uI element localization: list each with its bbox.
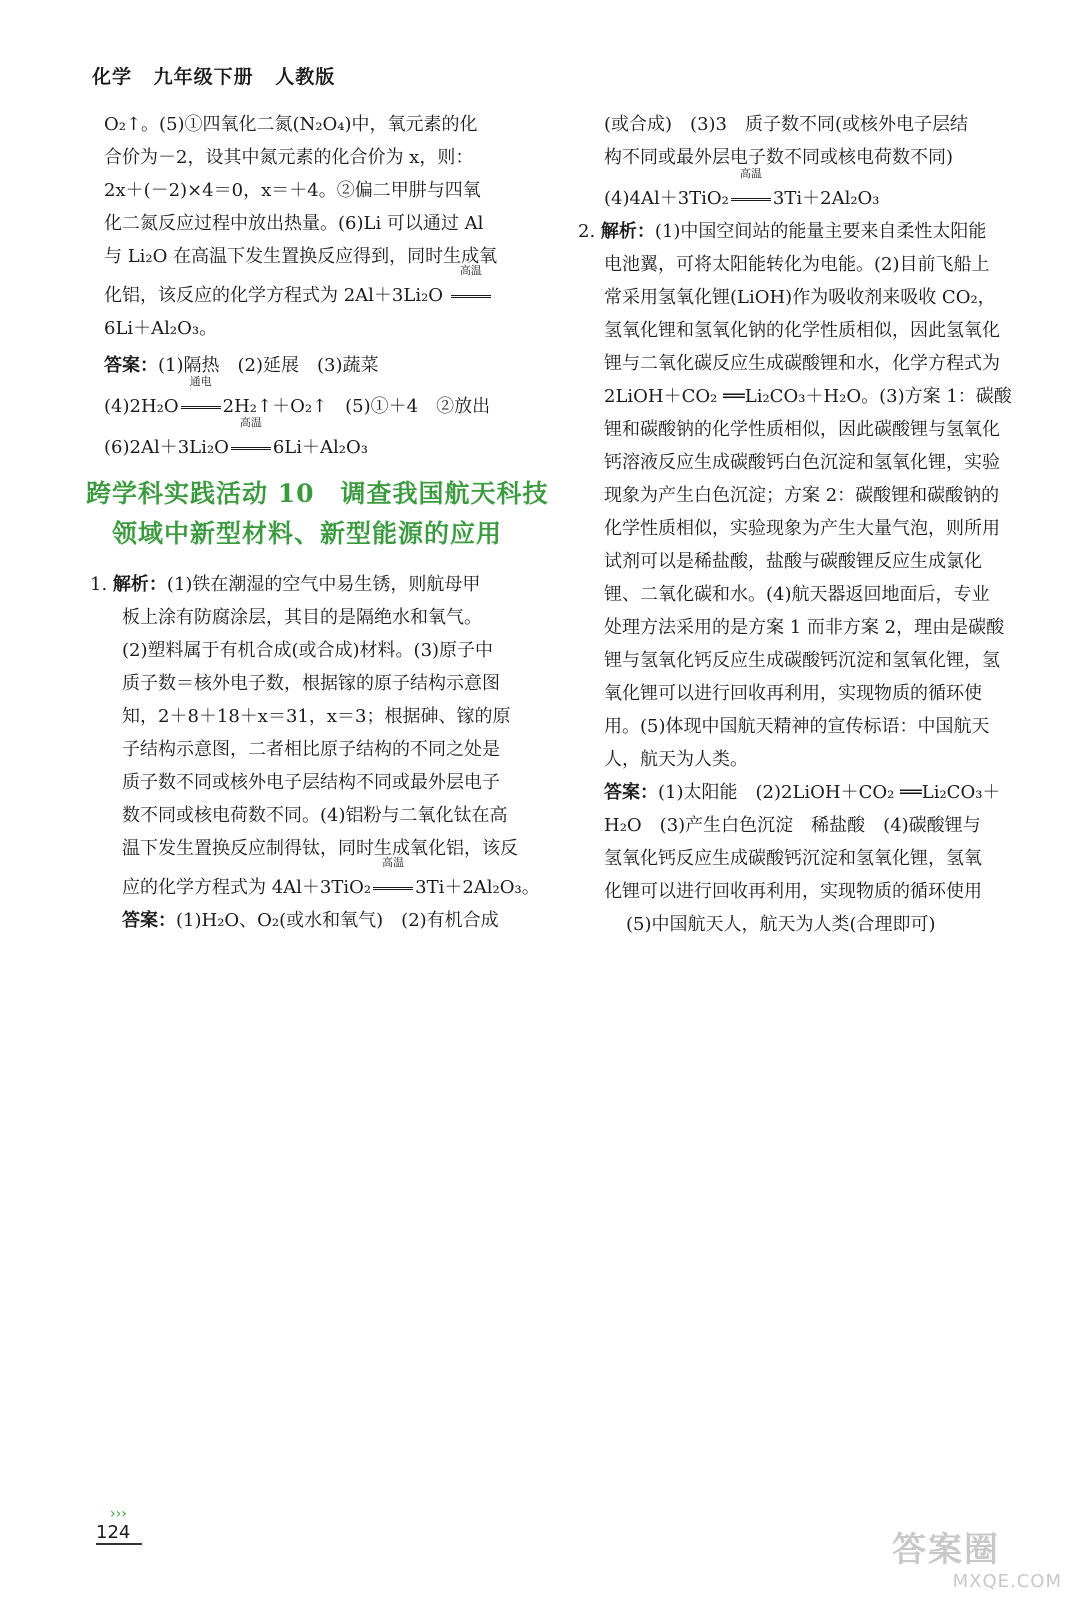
analysis-label: 解析： (600, 221, 655, 242)
section-title (86, 474, 552, 554)
condition-label: 高温 (459, 264, 482, 277)
text-line (604, 167, 1052, 215)
answer-text: (1)隔热 (2)延展 (3)蔬菜 (158, 355, 379, 376)
text-line: 合价为－2，设其中氮元素的化合价为 x，则： (104, 147, 474, 168)
text-line: 板上涂有防腐涂层，其目的是隔绝水和氧气。 (122, 607, 482, 628)
equation-right: 3Ti＋2Al₂O₃ (772, 188, 880, 209)
equation-left: (6)2Al＋3Li₂O (104, 437, 229, 458)
section-title-line1: 跨学科实践活动 10 调查我国航天科技 (86, 479, 549, 508)
text-line: 锂与氢氧化钙反应生成碳酸钙沉淀和氢氧化锂，氢 (604, 650, 1000, 671)
answer-line (604, 776, 1052, 809)
section-title-line2: 领域中新型材料、新型能源的应用 (112, 519, 503, 548)
equation-left: (4)4Al＋3TiO₂ (604, 188, 729, 209)
answer-label: 答案： (104, 355, 158, 376)
equation-condition (179, 375, 223, 423)
condition-label: 高温 (382, 856, 405, 869)
answer-text: (1)H₂O、O₂(或水和氧气) (2)有机合成 (176, 910, 499, 931)
equation-right: 3Ti＋2Al₂O₃。 (415, 877, 540, 898)
answer-line: (5)中国航天人，航天为人类(合理即可) (626, 914, 936, 935)
analysis-label: 解析： (112, 574, 167, 595)
text-line: 氧化锂可以进行回收再利用，实现物质的循环使 (604, 683, 982, 704)
answer-line (104, 416, 552, 464)
text-line: 子结构示意图，二者相比原子结构的不同之处是 (122, 739, 500, 760)
equation-left: 化铝，该反应的化学方程式为 2Al＋3Li₂O (104, 285, 444, 306)
text-line: 2x＋(－2)×4＝0，x＝＋4。②偏二甲肼与四氧 (104, 180, 481, 201)
page-number: 124 (96, 1522, 142, 1545)
answer-label: 答案： (604, 782, 658, 803)
answer-line (104, 349, 552, 382)
question-line (90, 568, 552, 601)
text-line: 化学性质相似，实验现象为产生大量气泡，则所用 (604, 518, 1000, 539)
answer-label: 答案： (122, 910, 176, 931)
equation-condition (229, 416, 273, 464)
text-line: (2)塑料属于有机合成(或合成)材料。(3)原子中 (122, 640, 494, 661)
equation-right: 2H₂↑＋O₂↑ (5)①＋4 ②放出 (222, 396, 491, 417)
question-line (578, 215, 1052, 248)
equation-right: 6Li＋Al₂O₃ (272, 437, 368, 458)
condition-label: 通电 (189, 375, 212, 388)
text-line: 锂与二氧化碳反应生成碳酸锂和水，化学方程式为 (604, 353, 1000, 374)
condition-label: 高温 (739, 167, 762, 180)
answer-text: (1)太阳能 (2)2LiOH＋CO₂ ══Li₂CO₃＋ (658, 782, 1001, 803)
text-line: 化二氮反应过程中放出热量。(6)Li 可以通过 Al (104, 213, 484, 234)
text-line: 锂、二氧化碳和水。(4)航天器返回地面后，专业 (604, 584, 990, 605)
text-line: 钙溶液反应生成碳酸钙白色沉淀和氢氧化锂，实验 (604, 452, 1000, 473)
text-line: 与 Li₂O 在高温下发生置换反应得到，同时生成氧 (104, 246, 498, 267)
answer-line: H₂O (3)产生白色沉淀 稀盐酸 (4)碳酸锂与 (604, 815, 981, 836)
text-line: 温下发生置换反应制得钛，同时生成氧化铝，该反 (122, 838, 518, 859)
text-line: 质子数不同或核外电子层结构不同或最外层电子 (122, 772, 500, 793)
text-line: 现象为产生白色沉淀；方案 2：碳酸锂和碳酸钠的 (604, 485, 1000, 506)
watermark-text: 答案圈 (892, 1530, 1000, 1570)
text-line: 氢氧化锂和氢氧化钠的化学性质相似，因此氢氧化 (604, 320, 1000, 341)
condition-label: 高温 (239, 416, 262, 429)
watermark-url: MXQE.COM (952, 1571, 1062, 1592)
text-line (104, 856, 552, 904)
text-line: 试剂可以是稀盐酸，盐酸与碳酸锂反应生成氯化 (604, 551, 982, 572)
text-line: (1)中国空间站的能量主要来自柔性太阳能 (654, 221, 987, 242)
text-line: 知，2＋8＋18＋x＝31，x＝3；根据砷、镓的原 (122, 706, 511, 727)
text-line: 人，航天为人类。 (604, 749, 748, 770)
answer-line: 化锂可以进行回收再利用，实现物质的循环使用 (604, 881, 982, 902)
answer-line (104, 375, 552, 423)
text-line: 用。(5)体现中国航天精神的宣传标语：中国航天 (604, 716, 990, 737)
question-number: 2. (578, 221, 596, 242)
answer-line: 氢氧化钙反应生成碳酸钙沉淀和氢氧化锂，氢氧 (604, 848, 982, 869)
text-line: (或合成) (3)3 质子数不同(或核外电子层结 (604, 114, 969, 135)
text-line: 处理方法采用的是方案 1 而非方案 2，理由是碳酸 (604, 617, 1005, 638)
text-line: 常采用氢氧化锂(LiOH)作为吸收剂来吸收 CO₂， (604, 287, 996, 308)
left-column (86, 108, 552, 937)
text-line: (1)铁在潮湿的空气中易生锈，则航母甲 (166, 574, 481, 595)
text-line: 质子数＝核外电子数，根据镓的原子结构示意图 (122, 673, 500, 694)
page-header (92, 62, 349, 89)
text-line: O₂↑。(5)①四氧化二氮(N₂O₄)中，氧元素的化 (104, 114, 478, 135)
equation-condition (729, 167, 773, 215)
header-grade: 九年级下册 (153, 66, 254, 88)
equation-condition (449, 264, 493, 312)
text-line: 构不同或最外层电子数不同或核电荷数不同) (604, 147, 954, 168)
equation-left: 应的化学方程式为 4Al＋3TiO₂ (122, 877, 372, 898)
text-line: 锂和碳酸钠的化学性质相似，因此碳酸锂与氢氧化 (604, 419, 1000, 440)
header-edition: 人教版 (275, 66, 336, 88)
equation-condition (371, 856, 415, 904)
question-number: 1. (90, 574, 108, 595)
answer-line (104, 904, 552, 937)
equation-left: (4)2H₂O (104, 396, 179, 417)
watermark-logo (892, 1522, 1062, 1592)
text-line: 电池翼，可将太阳能转化为电能。(2)目前飞船上 (604, 254, 990, 275)
text-line: 2LiOH＋CO₂ ══Li₂CO₃＋H₂O。(3)方案 1：碳酸 (604, 386, 1012, 407)
header-subject: 化学 (92, 66, 133, 88)
text-line: 6Li＋Al₂O₃。 (104, 318, 218, 339)
text-line: 数不同或核电荷数不同。(4)铝粉与二氧化钛在高 (122, 805, 508, 826)
text-line (104, 264, 552, 312)
right-column (578, 108, 1052, 941)
page-arrow-icon: ››› (110, 1506, 127, 1522)
